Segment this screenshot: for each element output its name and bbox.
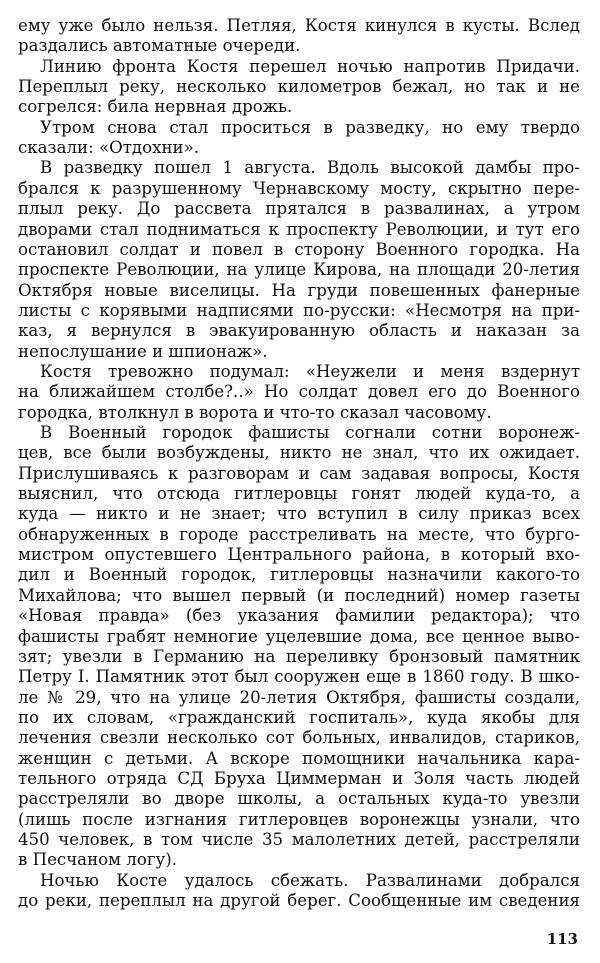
text-line: расстреляли во дворе школы, а остальных куда-то увезли xyxy=(18,789,580,809)
text-line: ле № 29, что на улице 20-летия Октября, фашисты создали, xyxy=(18,687,580,707)
text-line: Переплыл реку, несколько километров бежал, но так и не xyxy=(18,77,580,97)
text-line: 450 человек, в том числе 35 малолетних детей, расстреляли xyxy=(18,830,580,849)
text-line: В разведку пошел 1 августа. Вдоль высокой дамбы про- xyxy=(40,158,580,178)
text-line: каз, я вернулся в эвакуированную область и наказан за xyxy=(18,321,580,341)
text-line: проспекте Революции, на улице Кирова, на площади 20-летия xyxy=(18,260,580,280)
text-line: Ночью Косте удалось сбежать. Развалинами добрался xyxy=(40,870,580,890)
text-line: цев, все были возбуждены, никто не знал, что их ожидает. xyxy=(18,443,580,463)
text-line: ему уже было нельзя. Петляя, Костя кинулся в кусты. Вслед xyxy=(18,16,580,35)
text-line: непослушание и шпионаж». xyxy=(18,341,268,361)
text-line: Линию фронта Костя перешел ночью напротив Придачи. xyxy=(40,56,580,76)
text-line: Утром снова стал проситься в разведку, но ему твердо xyxy=(40,117,580,137)
text-line: Прислушиваясь к разговорам и сам задавая вопросы, Костя xyxy=(18,463,580,483)
text-line: женщин с детьми. А вскоре помощники начальника кара- xyxy=(18,748,580,768)
text-line: до реки, переплыл на другой берег. Сообщенные им сведения xyxy=(18,891,580,911)
text-line: брался к разрушенному Чернавскому мосту, скрытно пере- xyxy=(18,178,580,198)
text-line: Михайлова; что вышел первый (и последний) номер газеты xyxy=(18,585,580,605)
text-line: в Песчаном логу). xyxy=(18,850,178,870)
text-line: Петру I. Памятник этот был сооружен еще в 1860 году. В шко- xyxy=(18,667,580,687)
text-line: Костя тревожно подумал: «Неужели и меня вздернут xyxy=(40,361,580,381)
text-line: городка, втолкнул в ворота и что-то сказал часовому. xyxy=(18,402,492,422)
text-line: по их словам, «гражданский госпиталь», куда якобы для xyxy=(18,707,580,727)
text-line: лечения свезли несколько сот больных, инвалидов, стариков, xyxy=(18,728,580,748)
text-line: выяснил, что отсюда гитлеровцы гонят людей куда-то, а xyxy=(18,484,580,504)
text-line: остановил солдат и повел в сторону Военного городка. На xyxy=(18,239,580,259)
text-line: согрелся: била нервная дрожь. xyxy=(18,97,293,117)
text-line: дил и Военный городок, гитлеровцы назначили какого-то xyxy=(18,565,580,585)
page-number: 113 xyxy=(546,930,578,948)
text-line: листы с корявыми надписями по-русски: «Несмотря на при- xyxy=(18,300,580,320)
text-line: мистром опустевшего Центрального района, в который вхо- xyxy=(18,545,580,565)
text-line: Октября новые виселицы. На груди повешенных фанерные xyxy=(18,280,580,300)
text-line: В Военный городок фашисты согнали сотни воронеж- xyxy=(40,423,580,442)
text-line: дворами стал подниматься к проспекту Революции, и тут его xyxy=(18,219,580,239)
text-line: (лишь после изгнания гитлеровцев воронежцы узнали, что xyxy=(18,809,580,829)
text-line: на ближайшем столбе?..» Но солдат довел его до Военного xyxy=(18,382,580,402)
text-line: сказали: «Отдохни». xyxy=(18,138,200,158)
text-line: «Новая правда» (без указания фамилии редактора); что xyxy=(18,606,580,626)
text-line: обнаруженных в городе расстреливать на месте, что бурго- xyxy=(18,524,580,544)
text-line: зят; увезли в Германию на переливку бронзовый памятник xyxy=(18,646,580,666)
text-line: раздались автоматные очереди. xyxy=(18,36,301,56)
text-line: тельного отряда СД Бруха Циммерман и Золя часть людей xyxy=(18,768,580,788)
text-line: плыл реку. До рассвета прятался в развалинах, а утром xyxy=(18,199,580,219)
text-line: куда — никто и не знает; что вступил в силу приказ всех xyxy=(18,504,580,524)
text-line: фашисты грабят немногие уцелевшие дома, все ценное выво- xyxy=(18,626,580,646)
